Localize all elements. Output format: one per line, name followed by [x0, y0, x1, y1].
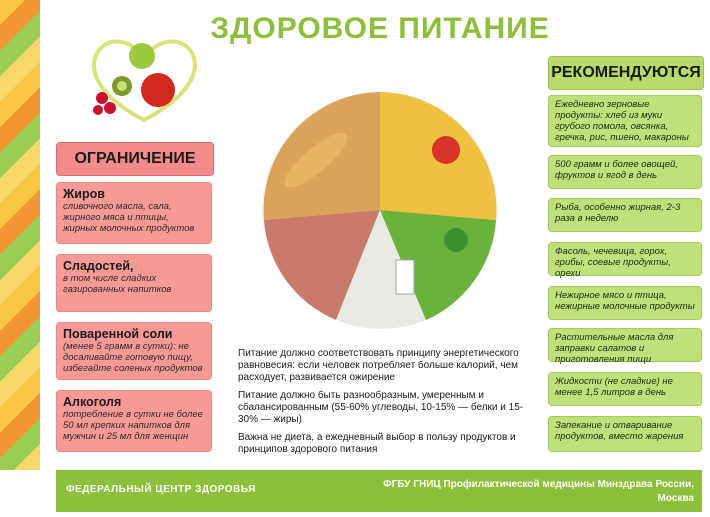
- rec-card-oils: [548, 328, 702, 365]
- decorative-stripe: [0, 0, 40, 470]
- footer-institution: ФГБУ ГНИЦ Профилактической медицины Минздрава России, Москва: [383, 479, 694, 504]
- limit-card-title: Жиров: [63, 187, 105, 201]
- fruit-heart-illustration: [82, 28, 207, 128]
- rec-card-cooking: [548, 416, 702, 452]
- rec-card-text: Растительные масла для заправки салатов и приготовления пищи: [555, 332, 674, 365]
- rec-card-text: Фасоль, чечевица, горох, грибы, соевые продукты, орехи: [555, 246, 671, 279]
- rec-card-text: Рыба, особенно жирная, 2-3 раза в неделю: [555, 202, 681, 224]
- limit-card-salt: [56, 322, 212, 380]
- center-text: [238, 348, 528, 462]
- rec-card-legumes: [548, 242, 702, 279]
- limit-card-title: Алкоголя: [63, 395, 122, 409]
- rec-card-text: Ежедневно зерновые продукты: хлеб из муки грубого помола, овсянка, гречка, рис, пшено, макароны: [555, 99, 689, 143]
- footer-organization: ФЕДЕРАЛЬНЫЙ ЦЕНТР ЗДОРОВЬЯ: [66, 484, 256, 495]
- rec-card-text: Нежирное мясо и птица, нежирные молочные продукты: [555, 290, 695, 312]
- limit-card-title: Поваренной соли: [63, 327, 173, 341]
- limit-card-text: сливочного масла, сала, жирного мяса и птицы, жирных молочных продуктов: [63, 201, 195, 234]
- limit-card-title: Сладостей,: [63, 259, 134, 273]
- rec-card-text: 500 грамм и более овощей, фруктов и ягод в день: [555, 159, 678, 181]
- rec-card-fish: [548, 198, 702, 232]
- rec-card-vegetables: [548, 155, 702, 189]
- limit-card-text: (менее 5 грамм в сутки): не досаливайте готовую пищу, избегайте соленых продуктов: [63, 341, 203, 374]
- food-plate-illustration: [246, 90, 514, 330]
- rec-card-text: Запекание и отваривание продуктов, вместо жарения: [555, 420, 684, 442]
- limit-card-alcohol: [56, 390, 212, 452]
- footer-bar: [56, 470, 702, 512]
- limit-card-text: в том числе сладких газированных напитков: [63, 273, 172, 295]
- limit-card-fats: [56, 182, 212, 244]
- rec-card-grains: [548, 95, 702, 147]
- page-title: ЗДОРОВОЕ ПИТАНИЕ: [210, 12, 550, 45]
- limit-card-sweets: [56, 254, 212, 312]
- rec-card-lean-meat: [548, 286, 702, 320]
- center-paragraph: Питание должно быть разнообразным, умеренным и сбалансированным (55-60% углеводы, 10-15% — белки и 15-30% — жиры): [238, 390, 524, 425]
- limit-heading: ОГРАНИЧЕНИЕ: [56, 142, 214, 176]
- rec-card-text: Жидкости (не сладкие) не менее 1,5 литров в день: [555, 376, 673, 398]
- center-paragraph: Питание должно соответствовать принципу энергетического равновесия: если человек потребляет больше калорий, чем расходует, развивается ожирение: [238, 348, 519, 383]
- recommend-heading: РЕКОМЕНДУЮТСЯ: [548, 56, 704, 90]
- center-paragraph: Важна не диета, а ежедневный выбор в пользу продуктов и принципов здорового питания: [238, 432, 516, 455]
- rec-card-liquids: [548, 372, 702, 406]
- limit-card-text: потребление в сутки не более 50 мл крепких напитков для мужчин и 25 мл для женщин: [63, 409, 203, 442]
